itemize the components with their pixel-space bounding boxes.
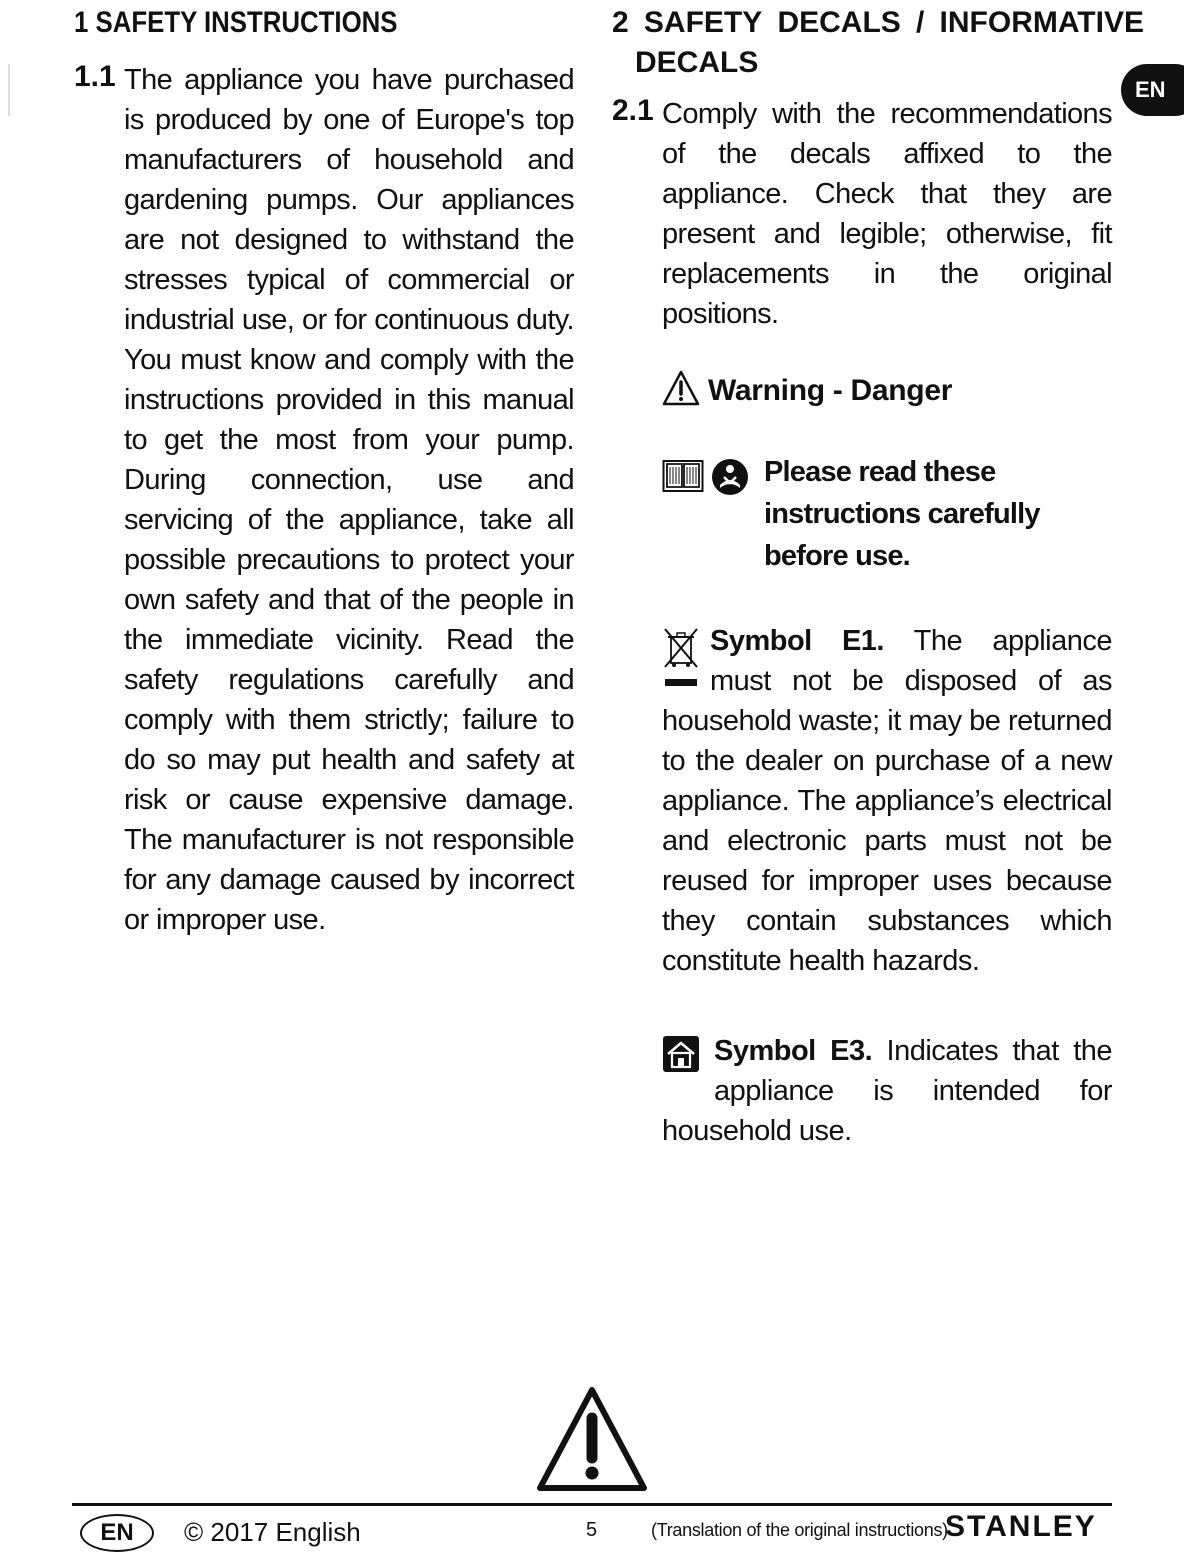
section-1 <box>74 6 579 940</box>
heading-word: DECALS <box>777 6 901 39</box>
section-2-heading-line2: DECALS <box>635 46 759 79</box>
paragraph-text: Comply with the recommendations of the decals affixed to the appliance. Check that they are present and legible; otherwise, fit replacements in the original positions. <box>662 98 1112 330</box>
paragraph-text: The appliance you have purchased is produced by one of Europe's top manufacturers of household and gardening pumps. Our appliances are not designed to withstand the stresses typical of commercial or industrial use, or for continuous duty. You must know and comply with the instructions provided in this manual to get the most from your pump. During connection, use and servicing of the appliance, take all possible precautions to protect your own safety and that of the people in the immediate vicinity. Read the safety regulations carefully and comply with them strictly; failure to do so may put health and safety at risk or cause expensive damage. The manufacturer is not responsible for any damage caused by incorrect or improper use. <box>124 64 574 936</box>
paragraph-number: 2.1 <box>612 94 654 127</box>
warning-triangle-icon <box>662 370 700 411</box>
translation-note: (Translation of the original instructions) <box>651 1520 948 1540</box>
warning-decal <box>662 370 1117 411</box>
crossed-out-bin-icon <box>662 627 700 700</box>
symbol-e1-block <box>662 621 1112 981</box>
footer-copyright: © 2017 English <box>184 1517 361 1547</box>
read-instructions-text: Please read these instructions carefully before use. <box>764 456 1040 572</box>
warning-triangle-icon <box>536 1386 648 1497</box>
page-edge-mark <box>8 64 10 116</box>
section-2 <box>612 6 1144 1151</box>
footer-divider <box>72 1503 1112 1506</box>
section-2-heading <box>612 6 1144 40</box>
page-number: 5 <box>586 1519 598 1541</box>
heading-word: INFORMATIVE <box>939 6 1144 39</box>
paragraph-1-1 <box>74 60 579 940</box>
read-manual-icon <box>710 457 750 577</box>
language-tab: EN <box>1121 64 1184 116</box>
open-book-icon <box>662 457 704 577</box>
warning-label: Warning - Danger <box>708 373 953 407</box>
symbol-e3-text: Indicates that the appliance is intended for household use. <box>662 1035 1113 1147</box>
paragraph-number: 1.1 <box>74 60 116 93</box>
brand-logo: STANLEY <box>945 1510 1097 1543</box>
read-instructions-decal <box>662 451 1117 577</box>
footer-language-badge: EN <box>80 1514 154 1552</box>
house-icon <box>662 1035 700 1084</box>
section-1-heading: 1 SAFETY INSTRUCTIONS <box>74 6 398 39</box>
symbol-e3-label: Symbol E3. <box>714 1035 873 1067</box>
symbol-e1-text: The appliance must not be disposed of as household waste; it may be returned to the dealer on purchase of a new appliance. The appliance’s electrical and electronic parts must not be reused for improper uses because they contain substances which constitute health hazards. <box>662 625 1113 977</box>
symbol-e3-block <box>662 1031 1112 1151</box>
heading-word: SAFETY <box>643 6 763 39</box>
read-icons <box>662 457 750 577</box>
paragraph-2-1 <box>612 94 1117 334</box>
heading-word: / <box>916 6 925 39</box>
heading-number: 2 <box>612 6 629 39</box>
symbol-e1-label: Symbol E1. <box>710 625 884 657</box>
